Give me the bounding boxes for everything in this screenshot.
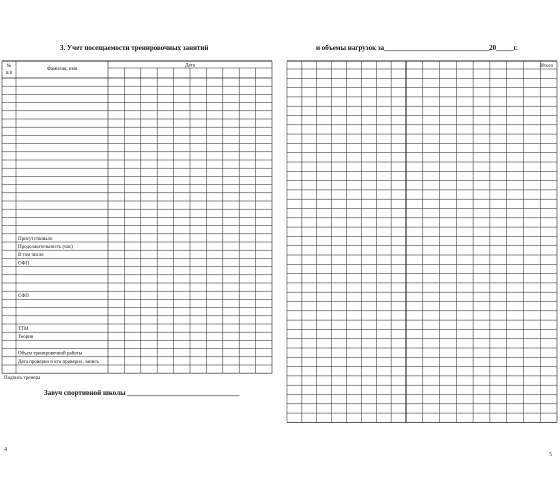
summary-row-label: СФП: [18, 294, 29, 300]
right-page-number: 5: [549, 452, 552, 458]
col-date-label: Дата: [185, 63, 195, 69]
right-load-table: [287, 61, 557, 422]
left-page-title: 3. Учет посещаемости тренировочных занятий: [60, 44, 209, 52]
summary-row-label: Дата проверки и кто проверил, запись: [18, 359, 99, 365]
summary-row-label: Объем тренировочной работы: [18, 351, 83, 357]
left-page-number: 4: [4, 447, 7, 453]
col-number-label: №: [6, 64, 12, 69]
col-number-label: п/п: [5, 71, 13, 76]
summary-row-label: Продолжительность (час): [18, 245, 73, 250]
summary-row-label: ОФП: [18, 261, 30, 267]
right-page-title: и объемы нагрузок за______________________________20_____г.: [316, 44, 518, 52]
left-attendance-table: [2, 61, 272, 397]
summary-row-label: Присутствовало: [18, 236, 53, 242]
col-total-label: Итого: [540, 64, 553, 69]
summary-row-label: Теория: [18, 335, 34, 341]
trainer-signature-label: Подпись тренера: [4, 376, 41, 382]
footer-head-teacher: Завуч спортивной школы ________________________________: [44, 389, 240, 398]
summary-row-label: ТТМ: [18, 327, 29, 332]
summary-row-label: В том числе: [18, 253, 44, 259]
col-name-label: Фамилия, имя: [46, 67, 78, 72]
